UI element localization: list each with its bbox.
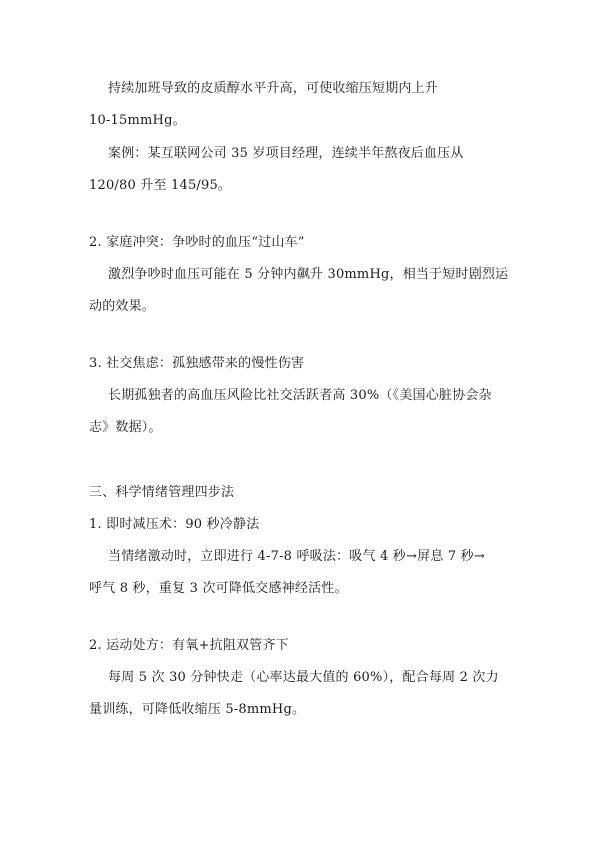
paragraph-line: 长期孤独者的高血压风险比社交活跃者高 30%（《美国心脏协会杂: [108, 388, 492, 403]
paragraph-line: 当情绪激动时，立即进行 4-7-8 呼吸法：吸气 4 秒→屏息 7 秒→: [108, 549, 485, 564]
paragraph-line: 量训练，可降低收缩压 5-8mmHg。: [89, 702, 306, 717]
paragraph-line: 120/80 升至 145/95。: [89, 178, 232, 193]
section-heading: 3. 社交焦虑：孤独感带来的慢性伤害: [89, 356, 305, 371]
paragraph-line: 每周 5 次 30 分钟快走（心率达最大值的 60%），配合每周 2 次力: [108, 670, 499, 685]
paragraph-line: 10-15mmHg。: [89, 113, 186, 128]
paragraph-line: 案例：某互联网公司 35 岁项目经理，连续半年熬夜后血压从: [108, 146, 464, 161]
step-heading: 2. 运动处方：有氧+抗阻双管齐下: [89, 638, 289, 653]
step-heading: 1. 即时减压术：90 秒冷静法: [89, 517, 260, 532]
paragraph-line: 激烈争吵时血压可能在 5 分钟内飙升 30mmHg，相当于短时剧烈运: [108, 267, 509, 282]
paragraph-line: 动的效果。: [89, 299, 156, 314]
paragraph-line: 持续加班导致的皮质醇水平升高，可使收缩压短期内上升: [108, 81, 439, 96]
section-heading: 2. 家庭冲突：争吵时的血压“过山车”: [89, 235, 305, 250]
part-title: 三、科学情绪管理四步法: [89, 485, 235, 500]
paragraph-line: 志》数据）。: [89, 420, 162, 435]
paragraph-line: 呼气 8 秒，重复 3 次可降低交感神经活性。: [89, 581, 348, 596]
